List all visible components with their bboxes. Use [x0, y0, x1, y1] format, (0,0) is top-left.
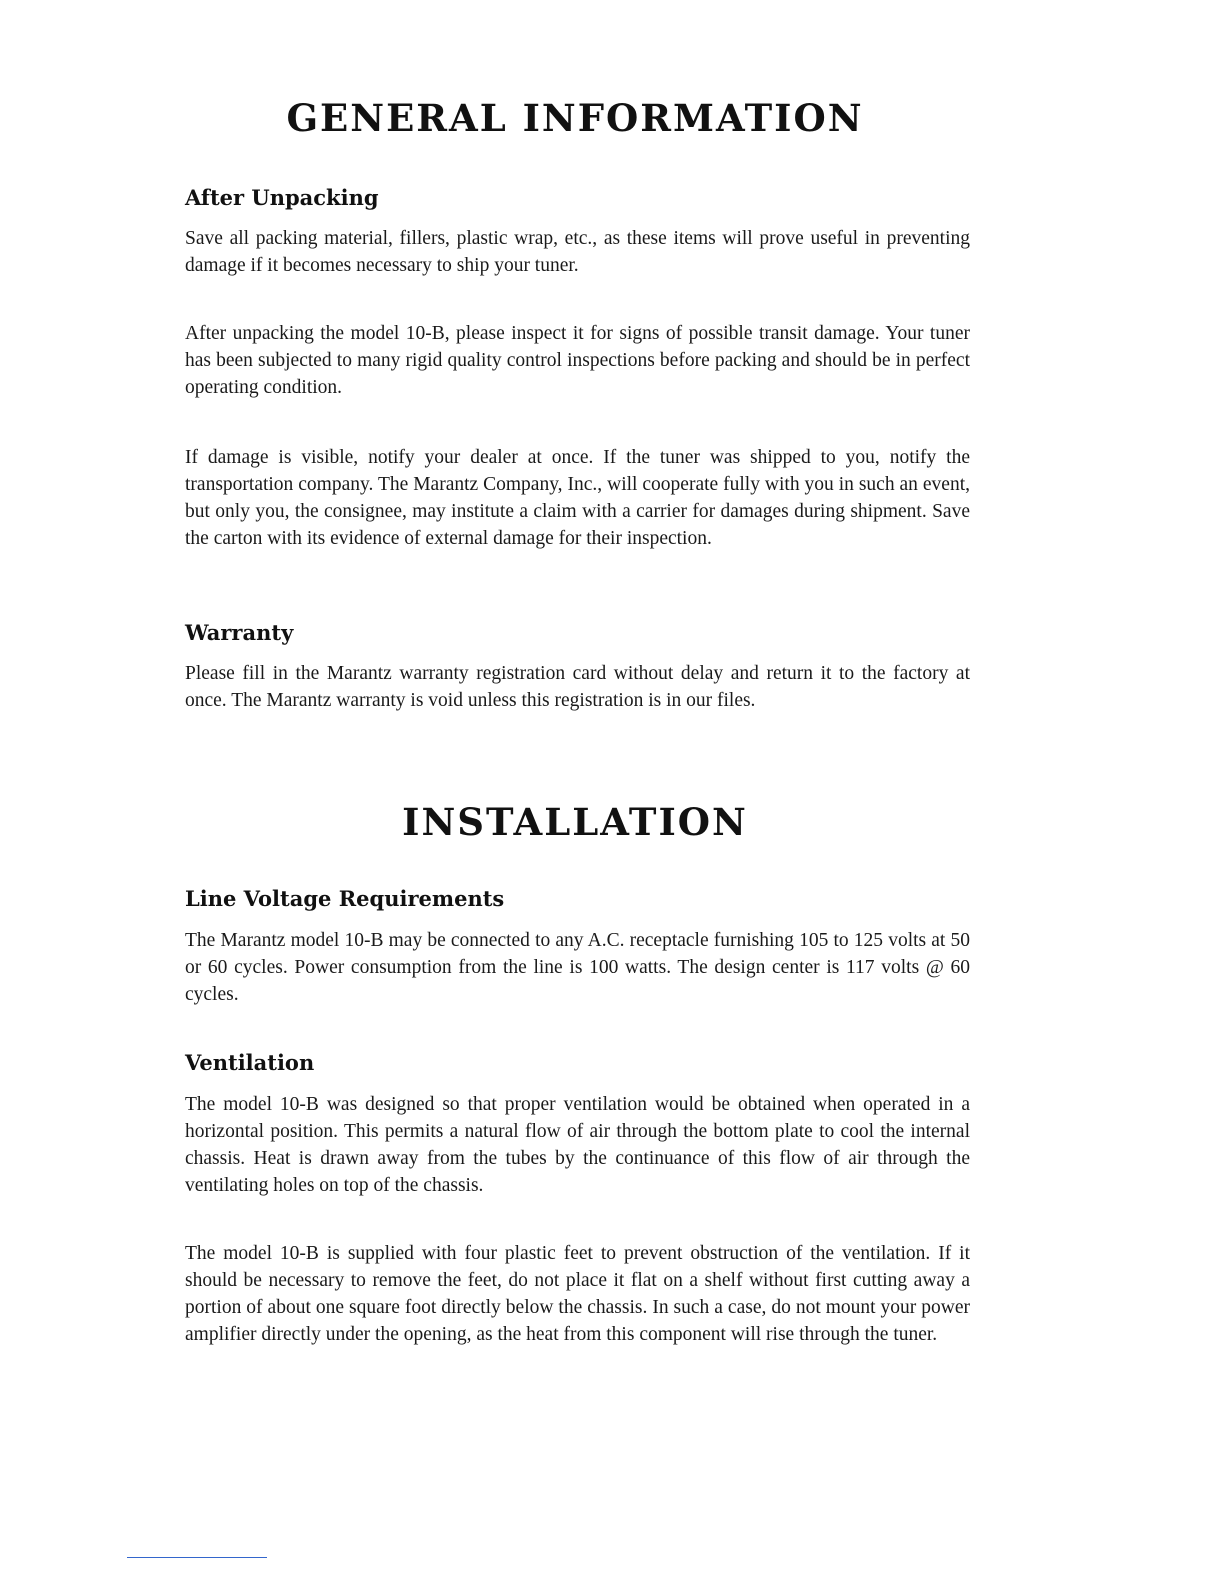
installation-title: INSTALLATION	[402, 800, 748, 844]
after-unpacking-paragraph-1: Save all packing material, fillers, plastic wrap, etc., as these items will prove useful in preventing damage if it becomes necessary to ship your tuner.	[185, 228, 970, 276]
after-unpacking-heading: After Unpacking	[185, 185, 379, 210]
general-information-title: GENERAL INFORMATION	[286, 96, 864, 140]
line-voltage-heading: Line Voltage Requirements	[185, 886, 505, 911]
warranty-heading: Warranty	[185, 620, 294, 645]
footer-rule	[127, 1557, 267, 1558]
after-unpacking-paragraph-3: If damage is visible, notify your dealer at once. If the tuner was shipped to you, notify the transportation company. The Marantz Company, Inc., will cooperate fully with you in such an event, but only you, the consignee, may institute a claim with a carrier for damages during shipment. Save the carton with its evidence of external damage for their inspection.	[185, 447, 970, 549]
warranty-paragraph: Please fill in the Marantz warranty registration card without delay and return it to the factory at once. The Marantz warranty is void unless this registration is in our files.	[185, 663, 970, 711]
ventilation-paragraph-2: The model 10-B is supplied with four plastic feet to prevent obstruction of the ventilation. If it should be necessary to remove the feet, do not place it flat on a shelf without first cutting away a portion of about one square foot directly below the chassis. In such a case, do not mount your power amplifier directly under the opening, as the heat from this component will rise through the tuner.	[185, 1243, 970, 1345]
ventilation-paragraph-1: The model 10-B was designed so that proper ventilation would be obtained when operated in a horizontal position. This permits a natural flow of air through the bottom plate to cool the internal chassis. Heat is drawn away from the tubes by the continuance of this flow of air through the ventilating holes on top of the chassis.	[185, 1094, 970, 1196]
after-unpacking-paragraph-2: After unpacking the model 10-B, please inspect it for signs of possible transit damage. Your tuner has been subjected to many rigid quality control inspections before packing and should be in perfect operating condition.	[185, 323, 970, 398]
ventilation-heading: Ventilation	[185, 1050, 315, 1075]
line-voltage-paragraph: The Marantz model 10-B may be connected to any A.C. receptacle furnishing 105 to 125 volts at 50 or 60 cycles. Power consumption from the line is 100 watts. The design center is 117 volts @ 60 cycles.	[185, 930, 970, 1005]
